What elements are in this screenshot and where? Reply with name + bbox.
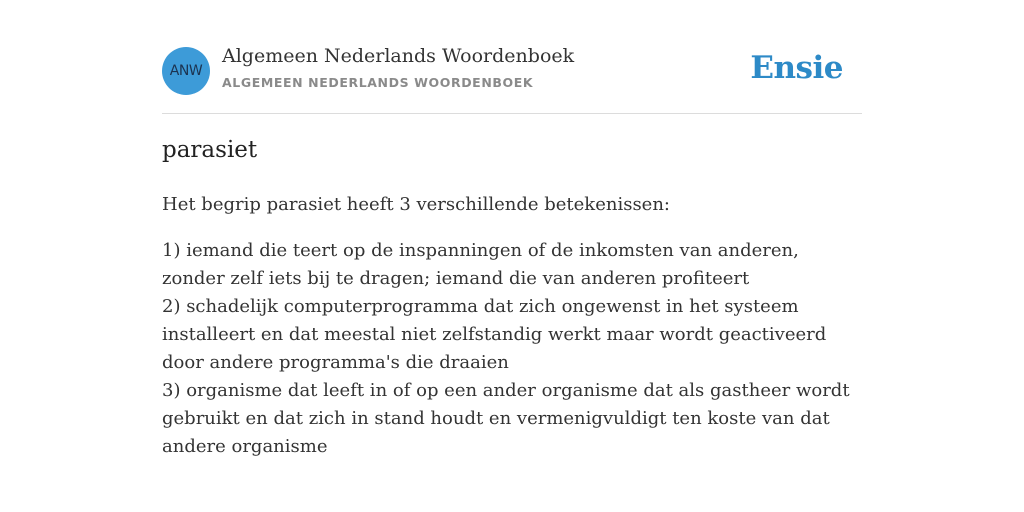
definition-item: 3) organisme dat leeft in of op een ander organisme dat als gastheer wordt gebruikt en dat zich in stand houdt en vermenigvuldigt ten koste van dat andere organisme [162,380,850,457]
definitions-list [162,237,862,461]
entry-intro: Het begrip parasiet heeft 3 verschillende betekenissen: [162,194,670,215]
entry-term: parasiet [162,137,258,163]
source-subtitle: ALGEMEEN NEDERLANDS WOORDENBOEK [222,75,534,90]
ensie-brand-logo[interactable]: Ensie [750,50,843,86]
page [162,0,862,457]
anw-logo[interactable] [162,47,210,95]
logo-text: ANW [169,63,203,79]
source-title[interactable]: Algemeen Nederlands Woordenboek [222,45,575,67]
header [162,0,862,114]
definition-item: 2) schadelijk computerprogramma dat zich ongewenst in het systeem installeert en dat meestal niet zelfstandig werkt maar wordt geactiveerd door andere programma's die draaien [162,296,827,373]
definition-item: 1) iemand die teert op de inspanningen of de inkomsten van anderen, zonder zelf iets bij te dragen; iemand die van anderen profiteert [162,240,799,289]
